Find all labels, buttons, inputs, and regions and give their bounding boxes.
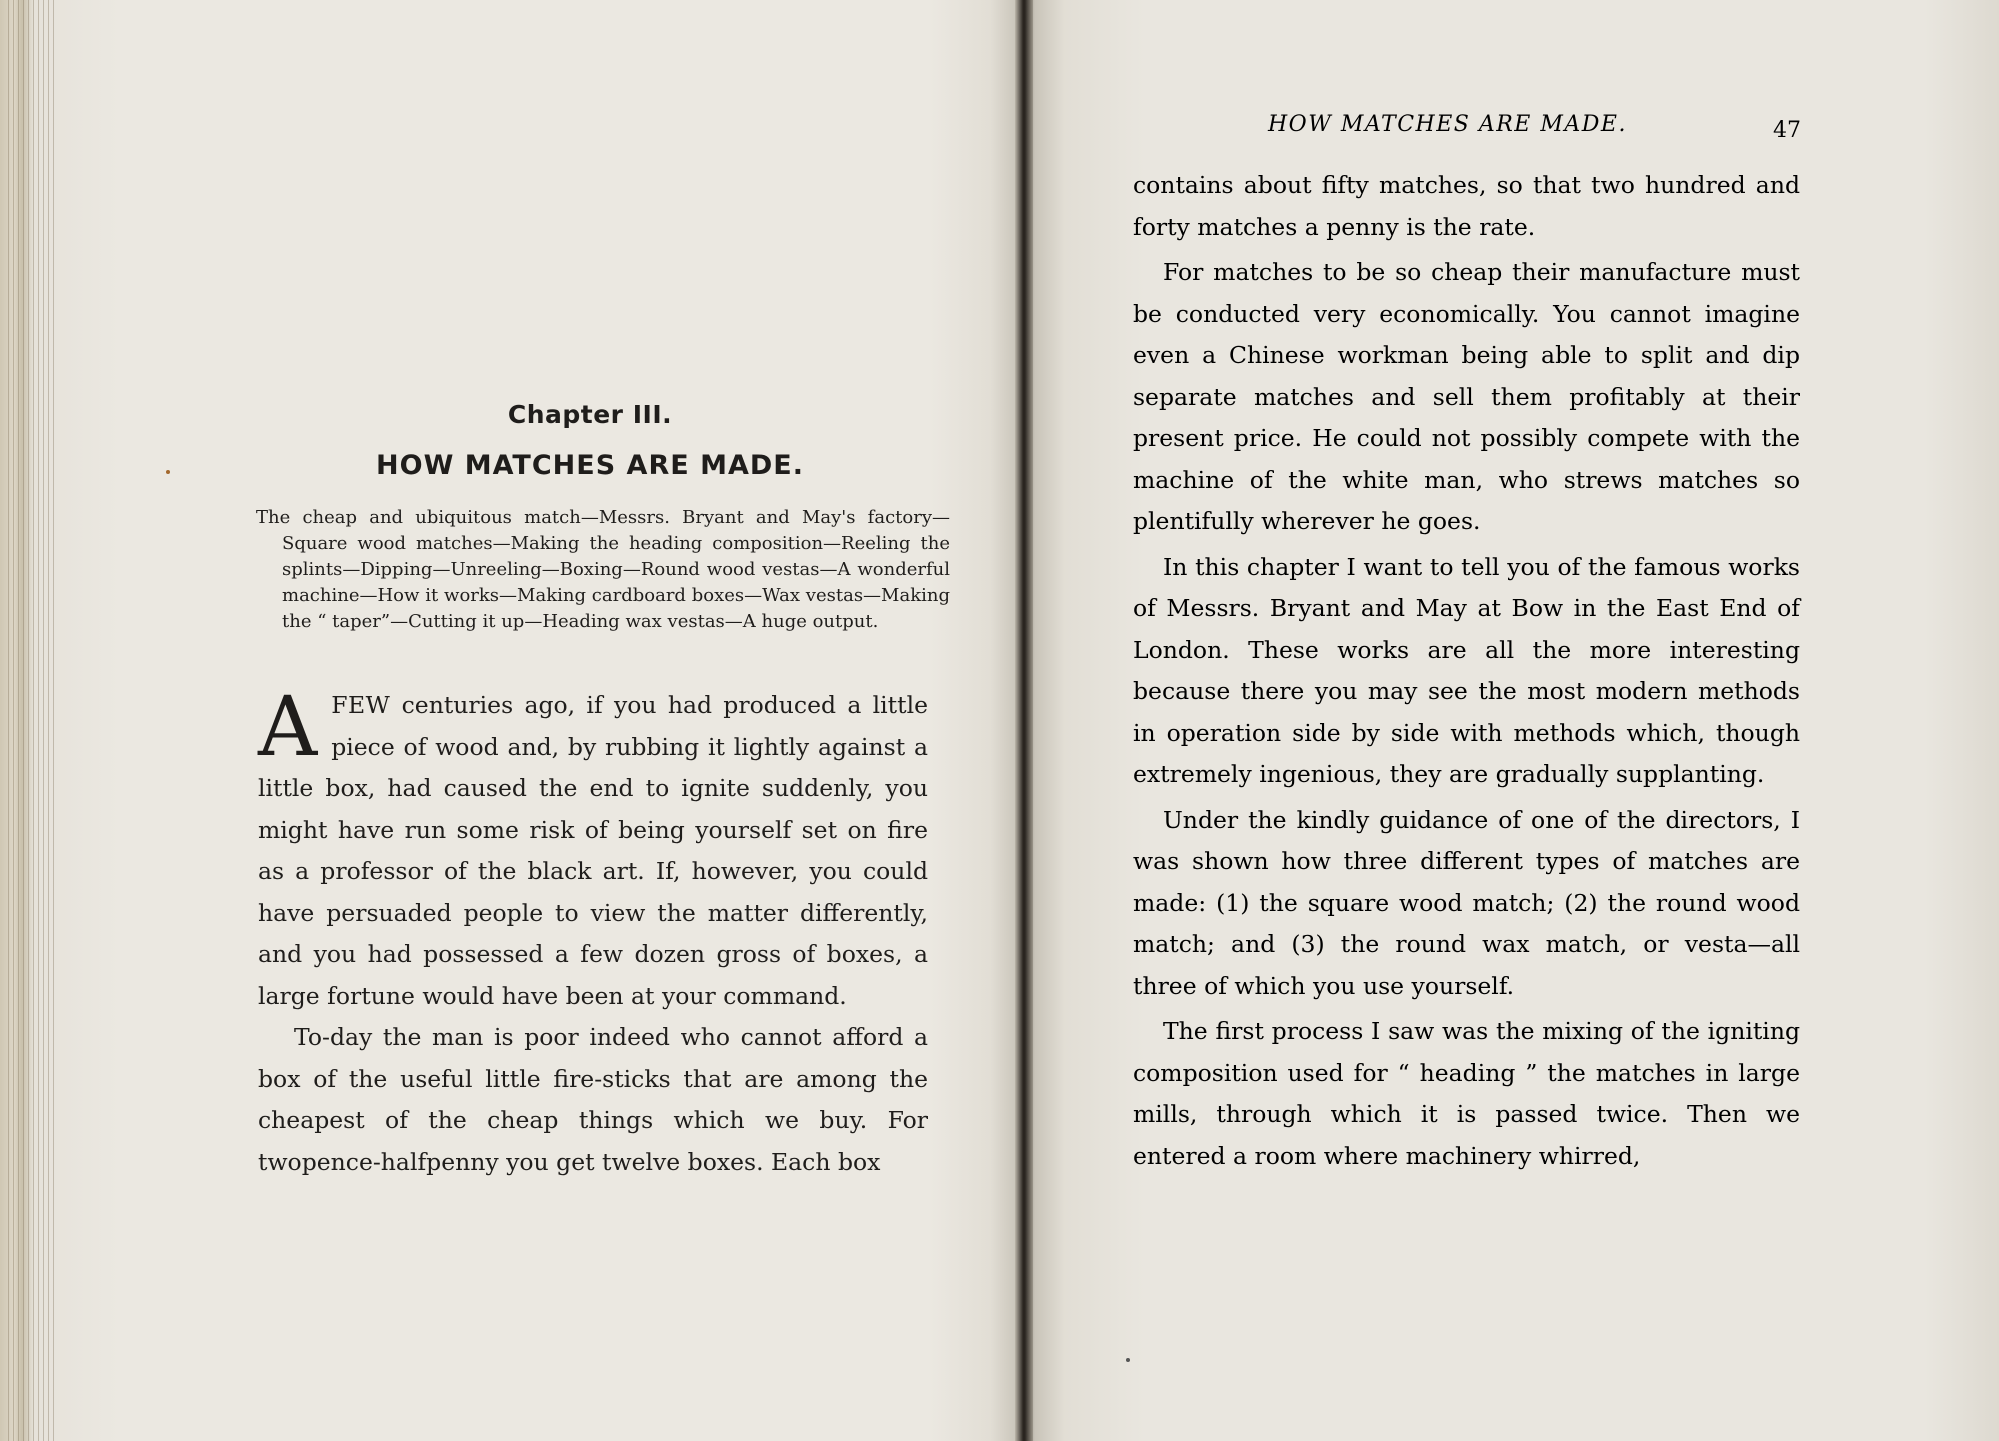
chapter-title: HOW MATCHES ARE MADE. xyxy=(376,450,804,481)
paragraph: contains about fifty matches, so that two hundred and forty matches a penny is the rate. xyxy=(1133,171,1800,241)
opening-words: FEW xyxy=(331,691,391,719)
paragraph: The first process I saw was the mixing of the igniting composition used for “ heading ” the matches in large mills, through which it is passed twice. Then we entered a room where machinery whirred, xyxy=(1133,1017,1800,1170)
paragraph-text: centuries ago, if you had produced a little piece of wood and, by rubbing it lightly against a little box, had caused the end to ignite suddenly, you might have run some risk of being yourself set on fire as a professor of the black art. If, however, you could have persuaded people to view the matter differently, and you had possessed a few dozen gross of boxes, a large fortune would have been at your command. xyxy=(258,691,928,1010)
book-gutter xyxy=(1015,0,1033,1441)
paragraph: For matches to be so cheap their manufacture must be conducted very economically. You cannot imagine even a Chinese workman being able to split and dip separate matches and sell them profitably at their present price. He could not possibly compete with the machine of the white man, who strews matches so plentifully wherever he goes. xyxy=(1133,258,1800,535)
paragraph: Under the kindly guidance of one of the directors, I was shown how three different types of matches are made: (1) the square wood match; (2) the round wood match; and (3) the round wax match, or vesta—all three of which you use yourself. xyxy=(1133,805,1800,1000)
paragraph: To-day the man is poor indeed who cannot afford a box of the useful little fire-sticks that are among the cheapest of the cheap things which we buy. For twopence-halfpenny you get twelve boxes. Each box xyxy=(258,1023,928,1176)
paragraph: In this chapter I want to tell you of the famous works of Messrs. Bryant and May at Bow in the East End of London. These works are all the more interesting because there you may see the most modern methods in operation side by side with methods which, though extremely ingenious, they are gradually supplanting. xyxy=(1133,552,1800,788)
running-head: HOW MATCHES ARE MADE. xyxy=(1268,112,1627,137)
paper-speck xyxy=(166,470,170,474)
chapter-synopsis: The cheap and ubiquitous match—Messrs. Bryant and May's factory—Square wood matches—Making the heading composition—Reeling the splints—Dipping—Unreeling—Boxing—Round wood vestas—A wonderful machine—How it works—Making cardboard boxes—Wax vestas—Making the “ taper”—Cutting it up—Heading wax vestas—A huge output. xyxy=(256,507,950,632)
drop-cap: A xyxy=(258,680,318,775)
right-body-text xyxy=(1133,165,1800,1177)
paper-speck xyxy=(1126,1358,1130,1362)
chapter-label: Chapter III. xyxy=(507,400,673,429)
page-edges xyxy=(8,0,56,1441)
left-body-text xyxy=(258,680,928,1183)
paragraph xyxy=(258,680,928,1017)
page-number: 47 xyxy=(1773,118,1801,143)
